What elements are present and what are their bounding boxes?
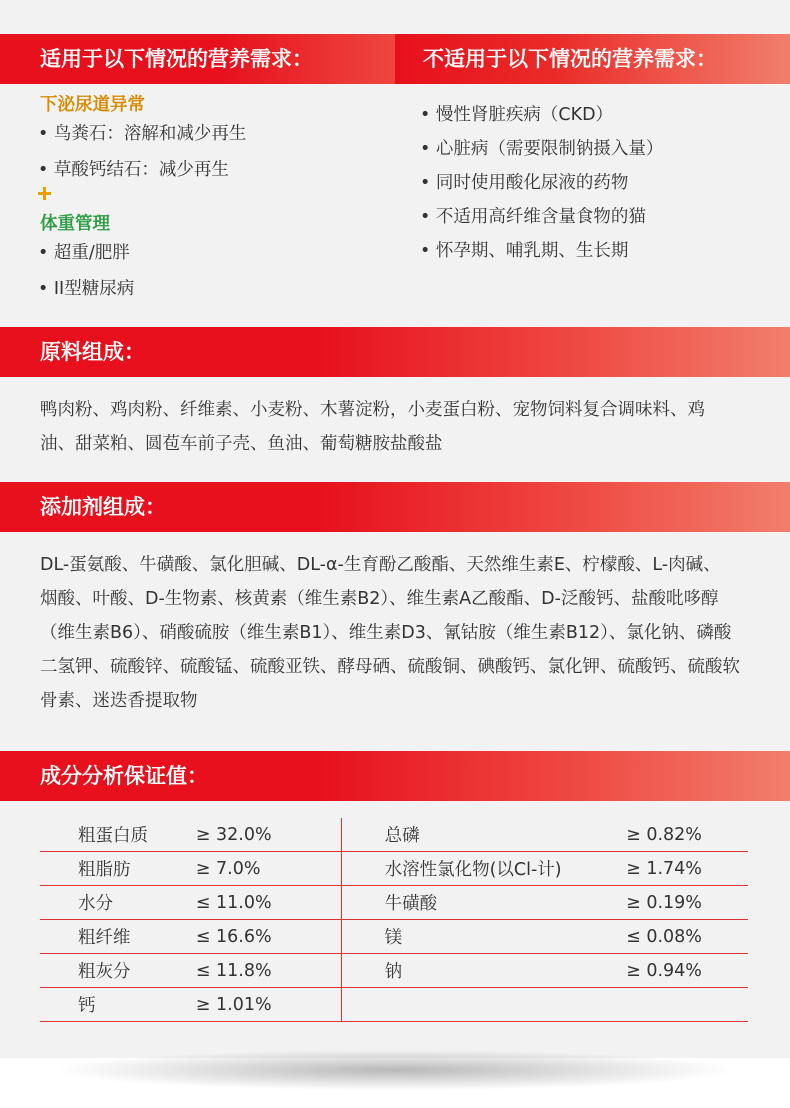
nutrient-name: 钙 (40, 988, 196, 1022)
unsuitable-item: • 怀孕期、哺乳期、生长期 (420, 241, 629, 261)
table-row (40, 988, 748, 1022)
table-row (40, 818, 748, 852)
nutrient-name (341, 988, 626, 1022)
ingredients-header: 原料组成： (0, 327, 790, 377)
nutrient-name: 水分 (40, 886, 196, 920)
suitable-header: 适用于以下情况的营养需求： (0, 34, 395, 84)
analysis-table (40, 818, 748, 1022)
nutrient-name: 钠 (341, 954, 626, 988)
additives-header: 添加剂组成： (0, 482, 790, 532)
unsuitable-item: • 心脏病（需要限制钠摄入量） (420, 139, 664, 159)
nutrient-value: ≤ 11.0% (196, 886, 341, 920)
additives-text (40, 548, 760, 718)
table-row (40, 920, 748, 954)
nutrient-name: 粗蛋白质 (40, 818, 196, 852)
unsuitable-item: • 同时使用酸化尿液的药物 (420, 173, 629, 193)
nutrient-value: ≥ 0.82% (626, 818, 748, 852)
unsuitable-header: 不适用于以下情况的营养需求： (395, 34, 790, 84)
suitable-item: • 鸟粪石：溶解和减少再生 (38, 124, 247, 144)
nutrient-value: ≥ 7.0% (196, 852, 341, 886)
nutrient-value (626, 988, 748, 1022)
nutrient-name: 水溶性氯化物(以Cl-计) (341, 852, 626, 886)
additives-line: 烟酸、叶酸、D-生物素、核黄素（维生素B2）、维生素A乙酸酯、D-泛酸钙、盐酸吡哆醇 (40, 589, 719, 609)
unsuitable-item: • 慢性肾脏疾病（CKD） (420, 105, 614, 125)
suitable-item: • II型糖尿病 (38, 279, 135, 299)
nutrient-name: 镁 (341, 920, 626, 954)
table-row (40, 886, 748, 920)
plus-icon (38, 187, 51, 200)
nutrient-name: 粗脂肪 (40, 852, 196, 886)
additives-line: （维生素B6）、硝酸硫胺（维生素B1）、维生素D3、氰钴胺（维生素B12）、氯化钠、磷酸 (40, 623, 732, 643)
nutrient-value: ≤ 16.6% (196, 920, 341, 954)
table-row (40, 954, 748, 988)
nutrient-name: 牛磺酸 (341, 886, 626, 920)
analysis-header: 成分分析保证值： (0, 751, 790, 801)
nutrient-value: ≤ 0.08% (626, 920, 748, 954)
nutrient-value: ≥ 1.01% (196, 988, 341, 1022)
nutrient-value: ≤ 11.8% (196, 954, 341, 988)
additives-line: DL-蛋氨酸、牛磺酸、氯化胆碱、DL-α-生育酚乙酸酯、天然维生素E、柠檬酸、L-肉碱、 (40, 555, 721, 575)
nutrient-name: 总磷 (341, 818, 626, 852)
nutrient-value: ≥ 0.94% (626, 954, 748, 988)
table-row (40, 852, 748, 886)
weight-management-heading: 体重管理 (40, 214, 110, 234)
nutrient-value: ≥ 1.74% (626, 852, 748, 886)
nutrient-name: 粗灰分 (40, 954, 196, 988)
ingredients-line: 鸭肉粉、鸡肉粉、纤维素、小麦粉、木薯淀粉，小麦蛋白粉、宠物饲料复合调味料、鸡 (40, 400, 705, 420)
additives-line: 二氢钾、硫酸锌、硫酸锰、硫酸亚铁、酵母硒、硫酸铜、碘酸钙、氯化钾、硫酸钙、硫酸软 (40, 657, 740, 677)
urinary-tract-heading: 下泌尿道异常 (40, 95, 145, 115)
nutrient-name: 粗纤维 (40, 920, 196, 954)
ingredients-text (40, 393, 760, 461)
additives-line: 骨素、迷迭香提取物 (40, 691, 198, 711)
suitable-item: • 草酸钙结石：减少再生 (38, 160, 229, 180)
nutrient-value: ≥ 0.19% (626, 886, 748, 920)
unsuitable-item: • 不适用高纤维含量食物的猫 (420, 207, 646, 227)
suitable-item: • 超重/肥胖 (38, 243, 130, 263)
nutrient-value: ≥ 32.0% (196, 818, 341, 852)
ingredients-line: 油、甜菜粕、圆苞车前子壳、鱼油、葡萄糖胺盐酸盐 (40, 434, 443, 454)
panel-shadow (60, 1050, 730, 1090)
